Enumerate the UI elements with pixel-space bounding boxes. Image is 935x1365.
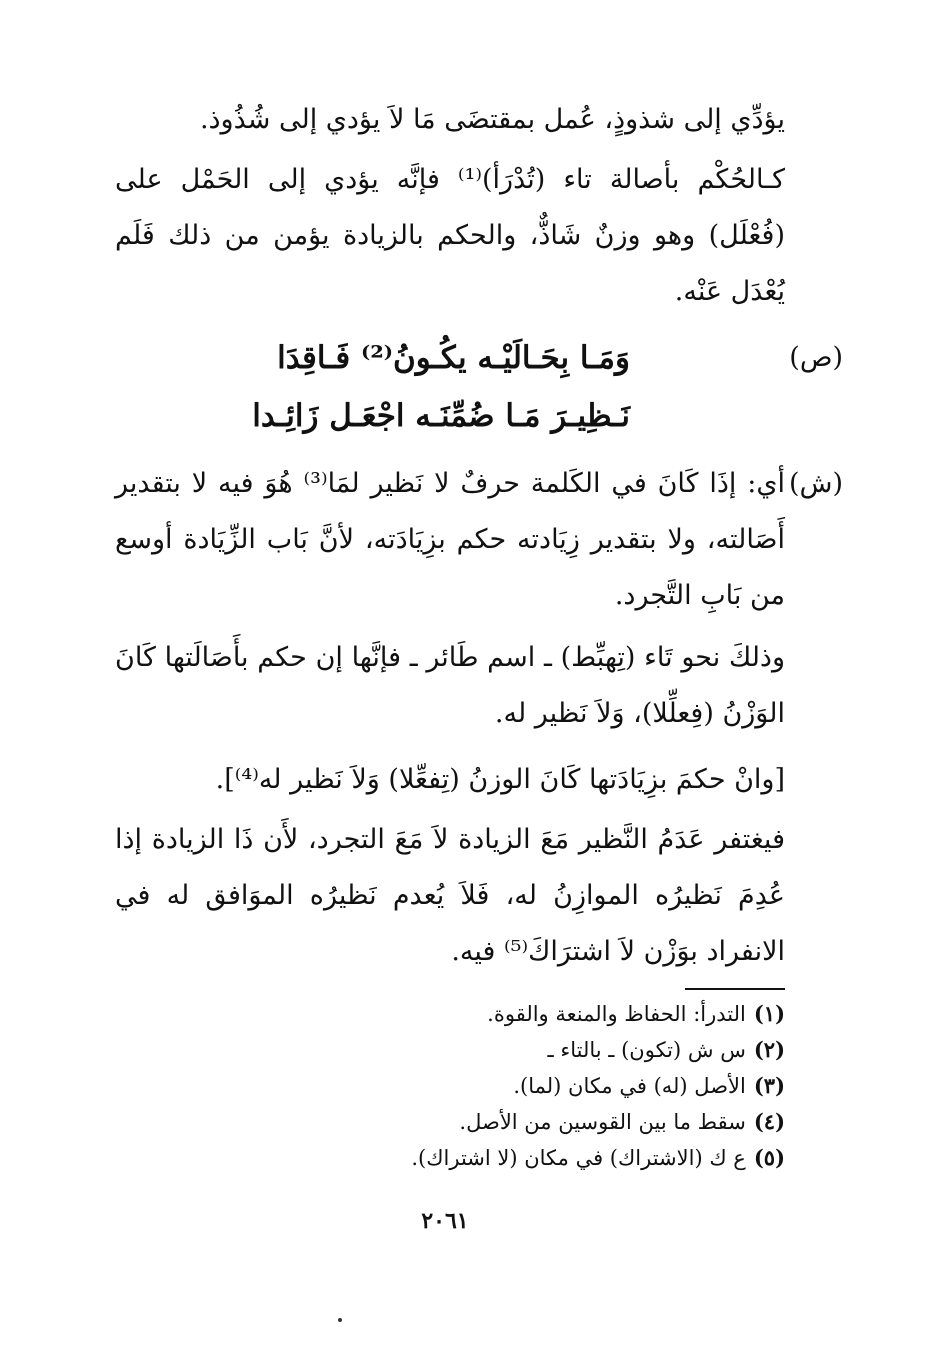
- footnote-4: [115, 1104, 785, 1140]
- paragraph-5: [وانْ حكمَ بزِيَادَتها كَانَ الوزنُ (تِفعِّلا) وَلاَ نَظير له⁽⁴⁾].: [215, 764, 785, 795]
- footnote-number: (٢): [753, 1037, 785, 1062]
- poem-line-1: وَمَـا بِحَـالَيْـه يكُـونُ⁽²⁾ فَـاقِدَا: [277, 340, 630, 376]
- footnote-text: الأصل (له) في مكان (لما).: [513, 1074, 746, 1098]
- poem-line-2: نَـظِيـرَ مَـا ضُمِّنَـه اجْعَـل زَائِـدا: [252, 398, 630, 434]
- footnote-divider: [685, 988, 785, 990]
- footnote-text: سقط ما بين القوسين من الأصل.: [459, 1110, 746, 1134]
- footnote-1: [115, 996, 785, 1032]
- paragraph-4: وذلكَ نحو تَاء (تِهبِّط) ـ اسم طَائر ـ فإنَّها إن حكم بأَصَالَتها كَانَ الوَزْنُ (فِعلِّلا)، وَلاَ نَظير له.: [115, 642, 785, 729]
- footnote-number: (٣): [753, 1073, 785, 1098]
- footnote-3: [115, 1068, 785, 1104]
- footnote-text: التدرأ: الحفاظ والمنعة والقوة.: [487, 1002, 746, 1026]
- footnote-number: (٥): [753, 1145, 785, 1170]
- footnote-5: [115, 1140, 785, 1176]
- footnote-2: [115, 1032, 785, 1068]
- sharh-label: (ش): [788, 468, 843, 499]
- page-number: ٢٠٦١: [421, 1208, 469, 1234]
- paragraph-6: فيغتفر عَدَمُ النَّظير مَعَ الزيادة لاَ مَعَ التجرد، لأَن ذَا الزيادة إذا عُدِمَ نَظيرُه الموازِنُ له، فَلاَ يُعدم نَظيرُه الموَافق له في الانفراد بوَزْن لاَ اشترَاكَ⁽⁵⁾ فيه.: [115, 824, 785, 967]
- paragraph-3: أي: إذَا كَانَ في الكَلمة حرفٌ لا نَظير لمَا⁽³⁾ هُوَ فيه لا بتقدير أَصَالته، ولا بتقدير زِيَادته حكم بزِيَادَته، لأنَّ بَاب الزِّيَادة أوسع من بَابِ التَّجرد.: [115, 468, 786, 611]
- footnotes: [115, 996, 785, 1176]
- paragraph-1: يؤدِّي إلى شذوذٍ، عُمل بمقتضَى مَا لاَ يؤدي إلى شُذُوذ.: [199, 104, 785, 135]
- paragraph-2: كـالحُكْم بأصالة تاء (تُدْرَأ)⁽¹⁾ فإنَّه يؤدي إلى الحَمْل على (فُعْلَل) وهو وزنٌ شَاذٌّ، والحكم بالزيادة يؤمن من ذلك فَلَم يُعْدَل عَنْه.: [115, 164, 785, 307]
- footnote-text: س ش (تكون) ـ بالتاء ـ: [547, 1038, 746, 1062]
- footnote-number: (١): [753, 1001, 785, 1026]
- footnote-text: ع ك (الاشتراك) في مكان (لا اشتراك).: [411, 1146, 746, 1170]
- footnote-number: (٤): [753, 1109, 785, 1134]
- ink-speck: [338, 1318, 342, 1322]
- poem-label: (ص): [789, 342, 843, 373]
